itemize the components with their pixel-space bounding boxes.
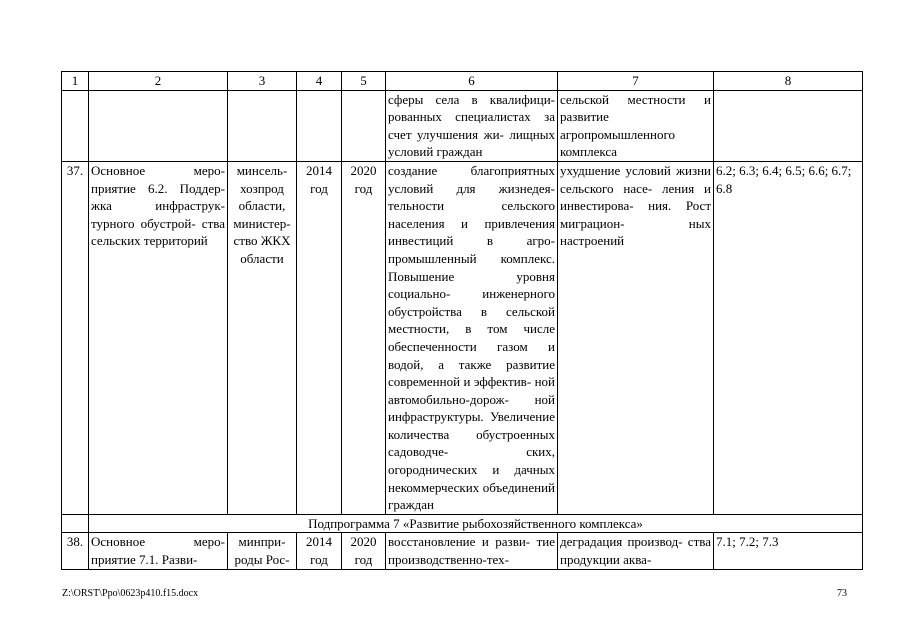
start-year: 2014 год [297,161,342,514]
end-year: 2020 год [342,533,386,569]
result-cell: сферы села в квалифици- рованных специалистах за счет улучшения жи- лищных условий граждан [386,90,558,161]
indicators: 7.1; 7.2; 7.3 [714,533,863,569]
consequences-cell: сельской местности и развитие агропромышленного комплекса [558,90,714,161]
empty-cell [714,90,863,161]
executor: минпри- роды Рос- [228,533,297,569]
header-cell: 2 [89,72,228,91]
header-cell: 1 [62,72,89,91]
empty-cell [62,90,89,161]
header-cell: 3 [228,72,297,91]
header-cell: 8 [714,72,863,91]
expected-result: восстановление и разви- тие производственно-тех- [386,533,558,569]
subprogram-title: Подпрограмма 7 «Развитие рыбохозяйственного комплекса» [89,514,863,533]
table-row-38 [62,533,863,569]
start-year: 2014 год [297,533,342,569]
indicators: 6.2; 6.3; 6.4; 6.5; 6.6; 6.7; 6.8 [714,161,863,514]
header-row [62,72,863,91]
header-cell: 5 [342,72,386,91]
empty-cell [342,90,386,161]
footer-file-path: Z:\ORST\Ppo\0623p410.f15.docx [62,588,199,599]
executor: минсель- хозпрод области, министер- ство ЖКХ области [228,161,297,514]
empty-cell [297,90,342,161]
row-number: 37. [62,161,89,514]
empty-cell [62,514,89,533]
page-number: 73 [837,588,847,599]
subprogram-row [62,514,863,533]
empty-cell [89,90,228,161]
table-row-continuation [62,90,863,161]
consequences: деградация производ- ства продукции аква- [558,533,714,569]
header-cell: 6 [386,72,558,91]
empty-cell [228,90,297,161]
measure-name: Основное меро- приятие 6.2. Поддер- жка инфраструк- турного обустрой- ства сельских территорий [89,161,228,514]
table-row-37 [62,161,863,514]
end-year: 2020 год [342,161,386,514]
consequences: ухудшение условий жизни сельского насе- ления и инвестирова- ния. Рост миграцион- ных настроений [558,161,714,514]
header-cell: 7 [558,72,714,91]
program-table [61,71,863,570]
measure-name: Основное меро- приятие 7.1. Разви- [89,533,228,569]
expected-result: создание благоприятных условий для жизнедея- тельности сельского населения и привлечения инвестиций в агро- промышленный комплекс. Повышение уровня социально- инженерного обустройства в сельской местности, в том числе обеспеченности газом и водой, а также развитие современной и эффектив- ной автомобильно-дорож- ной инфраструктуры. Увеличение количества обустроенных садоводче- ских, огороднических и дачных некоммерческих объединений граждан [386,161,558,514]
header-cell: 4 [297,72,342,91]
row-number: 38. [62,533,89,569]
